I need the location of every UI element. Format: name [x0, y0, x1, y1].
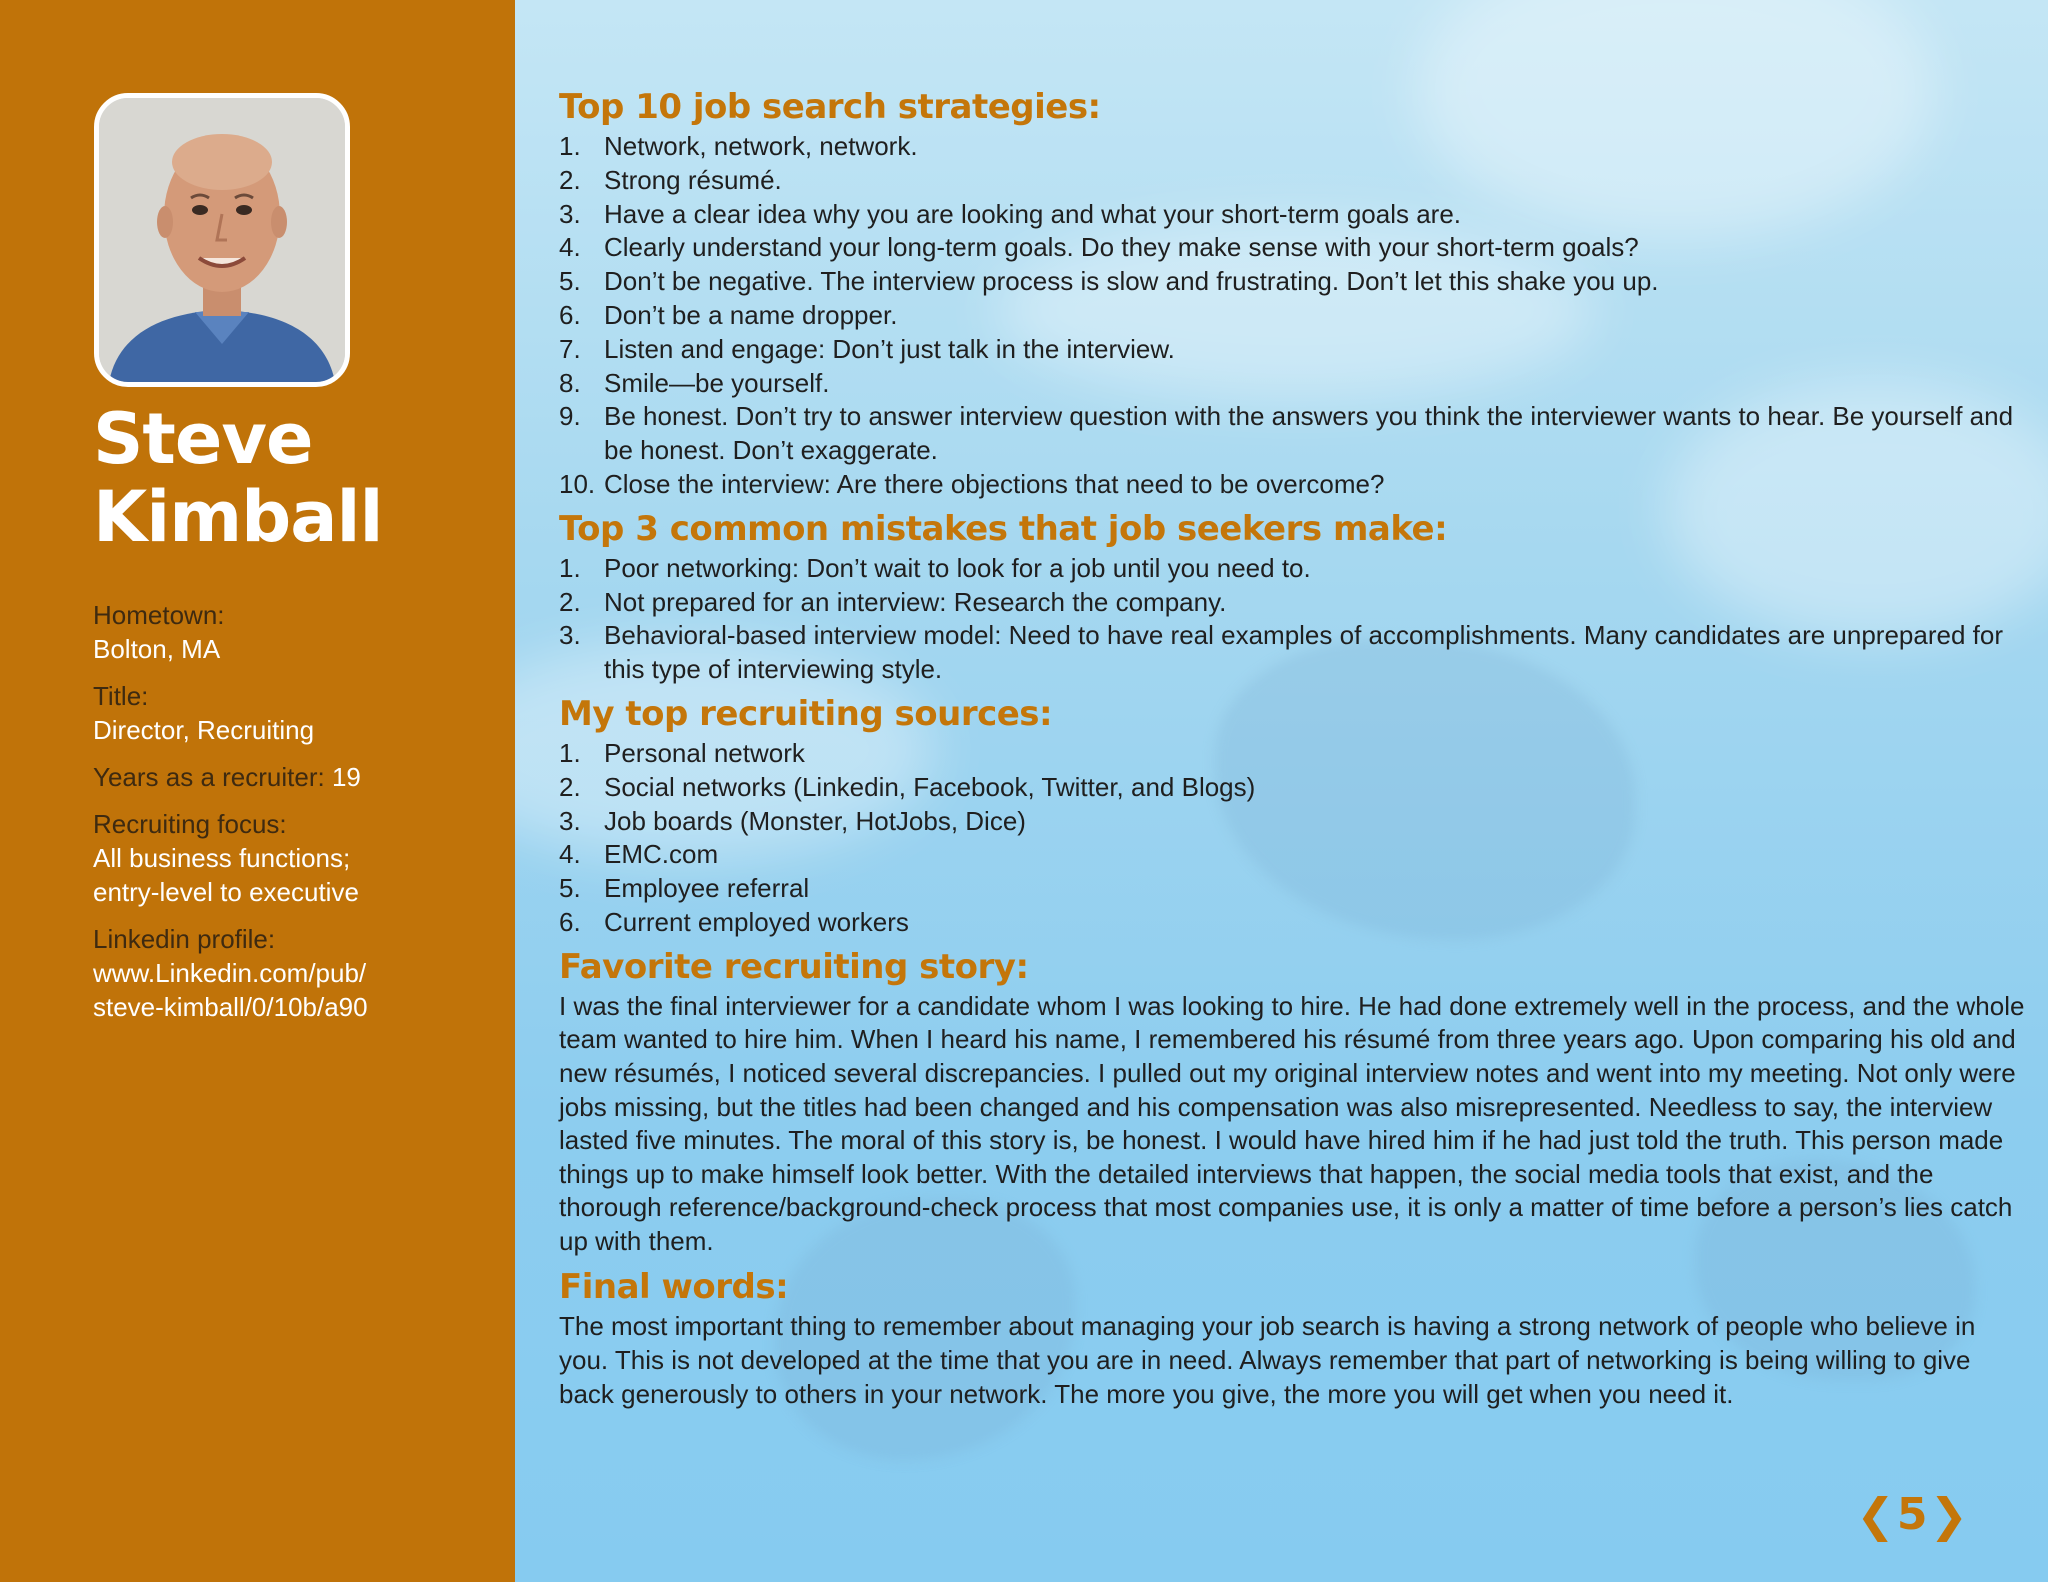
list-text: Not prepared for an interview: Research the company.: [604, 586, 1227, 617]
list-item: [559, 130, 2029, 164]
profile-facts: [93, 598, 493, 1037]
list-item: [559, 265, 2029, 299]
list-number: 3.: [559, 620, 581, 651]
list-item: [559, 400, 2029, 468]
list-number: 1.: [559, 737, 581, 768]
list-text: Close the interview: Are there objections that need to be overcome?: [604, 468, 1385, 499]
strategies-heading: Top 10 job search strategies:: [559, 87, 1101, 127]
profile-photo: [94, 93, 350, 387]
list-text: Don’t be a name dropper.: [604, 299, 898, 330]
chevron-right-icon: ❯: [1929, 1488, 1968, 1542]
title-value: Director, Recruiting: [93, 715, 315, 745]
title-label: Title:: [93, 681, 149, 711]
list-number: 6.: [559, 906, 581, 937]
sources-list: [559, 737, 2029, 940]
list-number: 2.: [559, 586, 581, 617]
list-item: [559, 231, 2029, 265]
years-label: Years as a recruiter:: [93, 762, 325, 792]
list-item: [559, 552, 2029, 586]
focus-label: Recruiting focus:: [93, 809, 287, 839]
list-item: [559, 771, 2029, 805]
list-number: 8.: [559, 367, 581, 398]
list-text: Network, network, network.: [604, 131, 918, 161]
list-text: Employee referral: [604, 873, 810, 904]
profile-name: [93, 400, 383, 556]
fact-years: [93, 760, 493, 794]
list-item: [559, 737, 2029, 771]
final-words-section: [559, 1264, 2029, 1411]
list-item: [559, 299, 2029, 333]
list-item: [559, 333, 2029, 367]
story-section: [559, 944, 2029, 1259]
list-number: 10.: [559, 468, 596, 499]
story-text: I was the final interviewer for a candidate whom I was looking to hire. He had done extremely well in the process, and the whole team wanted to hire him. When I heard his name, I remembered his résumé from three years ago. Upon comparing his old and new résumés, I noticed several discrepancies. I pulled out my original interview notes and went into my meeting. Not only were jobs missing, but the titles had been changed and his compensation was also misrepresented. Needless to say, the interview lasted five minutes. The moral of this story is, be honest. I would have hired him if he had just told the truth. This person made things up to make himself look better. With the detailed interviews that happen, the social media tools that exist, and the thorough reference/background-check process that most companies use, it is only a matter of time before a person’s lies catch up with them.: [559, 990, 2025, 1256]
list-text: Poor networking: Don’t wait to look for a job until you need to.: [604, 552, 1311, 583]
sources-section: [559, 691, 2029, 940]
list-text: Current employed workers: [604, 906, 909, 937]
years-value: 19: [331, 762, 361, 792]
list-number: 6.: [559, 299, 581, 330]
list-item: [559, 872, 2029, 906]
list-text: Strong résumé.: [604, 164, 782, 195]
story-heading: Favorite recruiting story:: [559, 946, 1029, 987]
fact-title: [93, 679, 493, 747]
list-item: [559, 838, 2029, 872]
fact-focus: [93, 807, 493, 909]
linkedin-url-line1: www.Linkedin.com/pub/: [93, 958, 367, 988]
list-text: Clearly understand your long-term goals. Do they make sense with your short-term goals?: [604, 232, 1639, 263]
final-words-heading: Final words:: [559, 1267, 789, 1308]
sources-heading: My top recruiting sources:: [559, 693, 1053, 734]
list-item: [559, 906, 2029, 940]
first-name: Steve: [93, 398, 313, 480]
list-item: [559, 586, 2029, 620]
strategies-section: [559, 84, 2029, 502]
hometown-label: Hometown:: [93, 600, 225, 630]
list-item: [559, 367, 2029, 401]
list-text: Behavioral-based interview model: Need to have real examples of accomplishments. Many candidates are unprepared for this type of interviewing style.: [604, 620, 2003, 685]
page-number: [1856, 1490, 1968, 1540]
mistakes-section: [559, 506, 2029, 687]
focus-value-line1: All business functions;: [93, 843, 351, 873]
page-number-value: 5: [1896, 1489, 1928, 1540]
list-text: Personal network: [604, 737, 805, 768]
person-portrait-icon: [99, 98, 345, 382]
list-number: 2.: [559, 164, 581, 195]
profile-sidebar: [0, 0, 515, 1582]
list-text: Social networks (Linkedin, Facebook, Twitter, and Blogs): [604, 771, 1256, 802]
list-item: [559, 619, 2029, 687]
list-number: 2.: [559, 771, 581, 802]
list-text: EMC.com: [604, 839, 719, 870]
mistakes-heading: Top 3 common mistakes that job seekers make:: [559, 508, 1448, 549]
list-item: [559, 468, 2029, 502]
fact-hometown: [93, 598, 493, 666]
list-text: Be honest. Don’t try to answer interview question with the answers you think the interviewer wants to hear. Be yourself and be honest. Don’t exaggerate.: [604, 401, 2014, 466]
list-number: 4.: [559, 232, 581, 263]
chevron-left-icon: ❮: [1856, 1488, 1895, 1542]
list-number: 5.: [559, 873, 581, 904]
list-item: [559, 164, 2029, 198]
list-number: 4.: [559, 839, 581, 870]
list-text: Have a clear idea why you are looking and what your short-term goals are.: [604, 198, 1461, 229]
list-item: [559, 198, 2029, 232]
focus-value-line2: entry-level to executive: [93, 877, 359, 907]
strategies-list: [559, 130, 2029, 502]
list-number: 3.: [559, 198, 581, 229]
list-number: 7.: [559, 333, 581, 364]
list-text: Listen and engage: Don’t just talk in the interview.: [604, 333, 1175, 364]
list-number: 9.: [559, 401, 581, 432]
mistakes-list: [559, 552, 2029, 687]
article: [559, 84, 2029, 1417]
list-number: 3.: [559, 805, 581, 836]
hometown-value: Bolton, MA: [93, 634, 221, 664]
fact-linkedin: [93, 922, 493, 1024]
main-content: [515, 0, 2048, 1582]
list-number: 1.: [559, 552, 581, 583]
list-item: [559, 805, 2029, 839]
list-number: 1.: [559, 131, 581, 161]
list-number: 5.: [559, 266, 581, 297]
list-text: Don’t be negative. The interview process is slow and frustrating. Don’t let this shake you up.: [604, 266, 1659, 297]
final-words-text: The most important thing to remember about managing your job search is having a strong network of people who believe in you. This is not developed at the time that you are in need. Always remember that part of networking is being willing to give back generously to others in your network. The more you give, the more you will get when you need it.: [559, 1311, 1976, 1409]
last-name: Kimball: [93, 476, 383, 558]
list-text: Smile—be yourself.: [604, 367, 830, 398]
linkedin-label: Linkedin profile:: [93, 924, 276, 954]
list-text: Job boards (Monster, HotJobs, Dice): [604, 805, 1026, 836]
linkedin-url-line2: steve-kimball/0/10b/a90: [93, 992, 368, 1022]
